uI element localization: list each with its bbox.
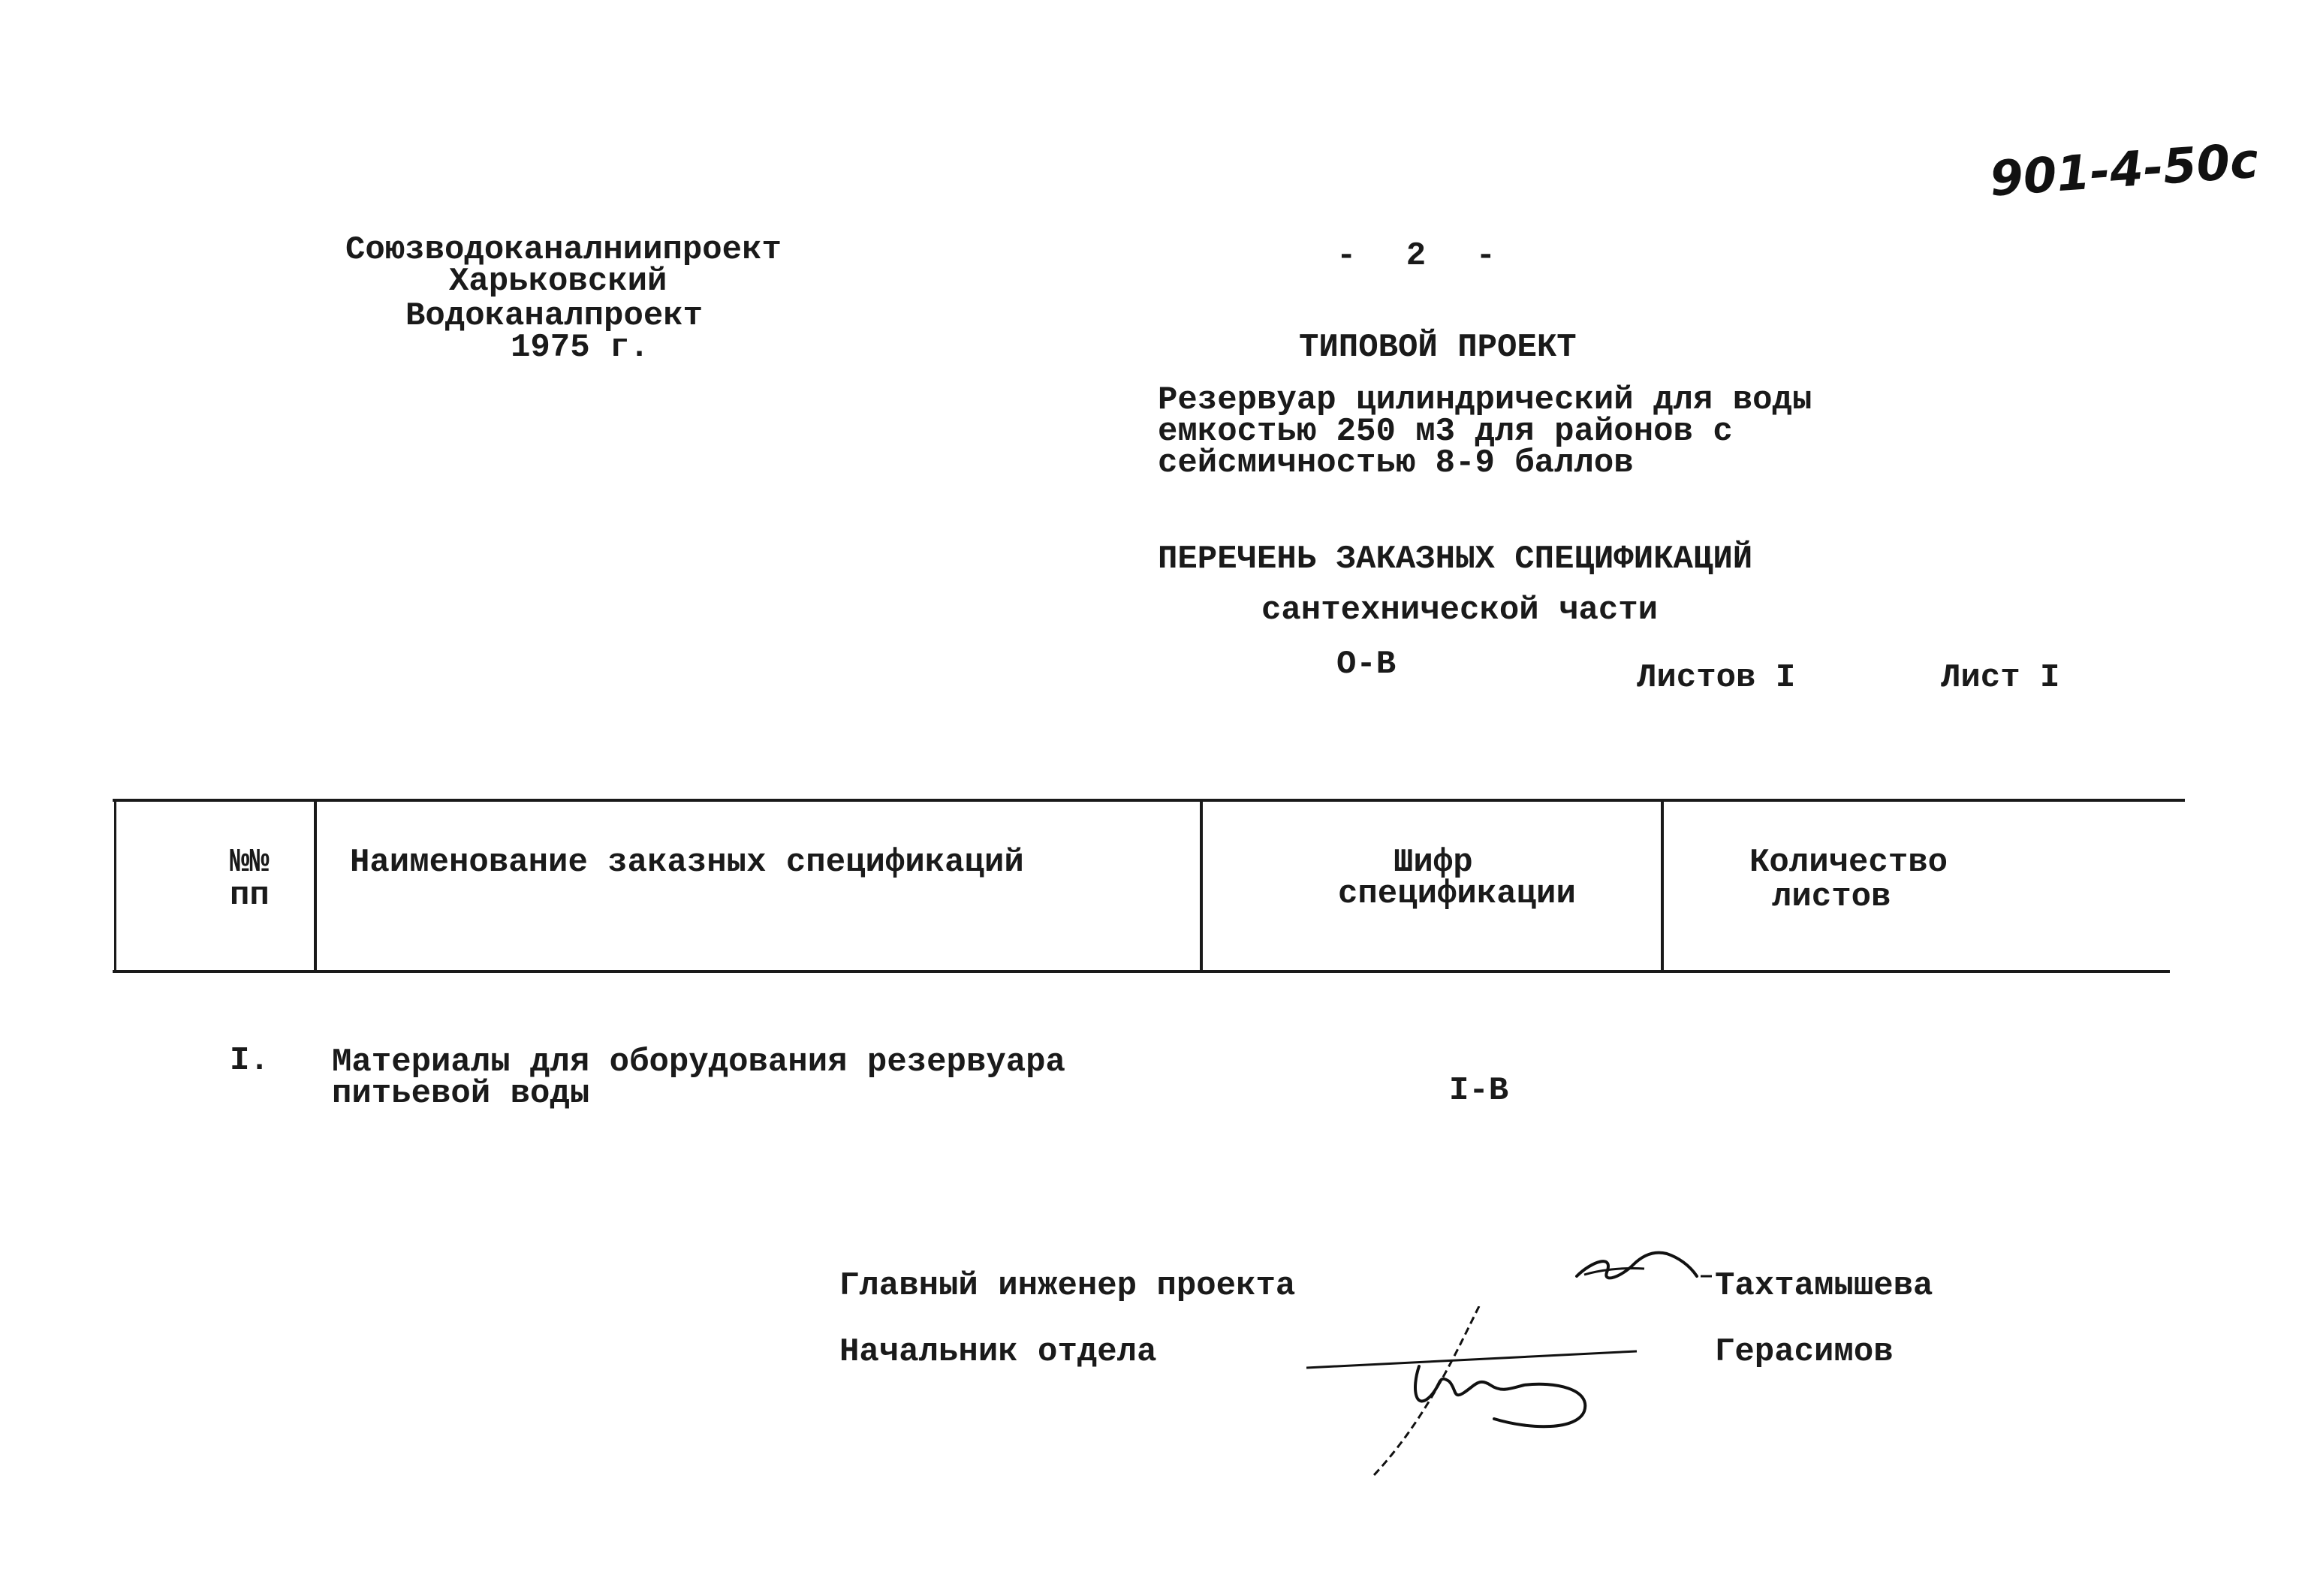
- row-name-line2: питьевой воды: [332, 1075, 590, 1113]
- org-name-line3: Водоканалпроект: [405, 297, 704, 335]
- list-code: О-В: [1336, 646, 1397, 683]
- header-code-line1: Шифр: [1394, 844, 1473, 881]
- chief-engineer-signature: [1562, 1231, 1712, 1299]
- header-code-line2: спецификации: [1338, 875, 1576, 913]
- table-divider-2: [1200, 799, 1203, 973]
- table-divider-1: [314, 799, 317, 973]
- project-title-line3: сейсмичностью 8-9 баллов: [1158, 444, 1634, 482]
- row-number: I.: [230, 1042, 270, 1080]
- project-title-line2: емкостью 250 м3 для районов с: [1158, 413, 1733, 450]
- header-num-line2: пп: [230, 877, 270, 914]
- sheet-number: Лист I: [1941, 659, 2060, 697]
- org-year: 1975 г.: [511, 329, 649, 366]
- list-title: ПЕРЕЧЕНЬ ЗАКАЗНЫХ СПЕЦИФИКАЦИЙ: [1158, 541, 1753, 578]
- org-name-line2: Харьковский: [449, 263, 667, 300]
- sheets-total: Листов I: [1637, 659, 1796, 697]
- project-type: ТИПОВОЙ ПРОЕКТ: [1299, 329, 1577, 366]
- table-bottom-rule: [113, 970, 2170, 973]
- head-of-department-label: Начальник отдела: [839, 1333, 1157, 1371]
- head-of-department-name: Герасимов: [1715, 1333, 1894, 1371]
- document-code: 901-4-50с: [1987, 133, 2261, 208]
- header-num-line1: №№: [230, 844, 270, 881]
- head-of-department-signature: [1306, 1306, 1652, 1479]
- header-name: Наименование заказных спецификаций: [350, 844, 1024, 881]
- chief-engineer-name: Тахтамышева: [1715, 1267, 1933, 1305]
- table-divider-3: [1661, 799, 1664, 973]
- table-top-rule: [113, 799, 2185, 802]
- project-title-line1: Резервуар цилиндрический для воды: [1158, 381, 1812, 419]
- row-code: I-В: [1449, 1072, 1509, 1110]
- page-number: - 2 -: [1336, 237, 1496, 275]
- list-subtitle: сантехнической части: [1261, 592, 1659, 629]
- header-count-line1: Количество: [1749, 844, 1948, 881]
- org-name-line1: Союзводоканалниипроект: [345, 231, 782, 269]
- header-count-line2: листов: [1772, 878, 1891, 916]
- table-left-border: [114, 799, 116, 973]
- chief-engineer-label: Главный инженер проекта: [839, 1267, 1296, 1305]
- row-name-line1: Материалы для оборудования резервуара: [332, 1043, 1065, 1081]
